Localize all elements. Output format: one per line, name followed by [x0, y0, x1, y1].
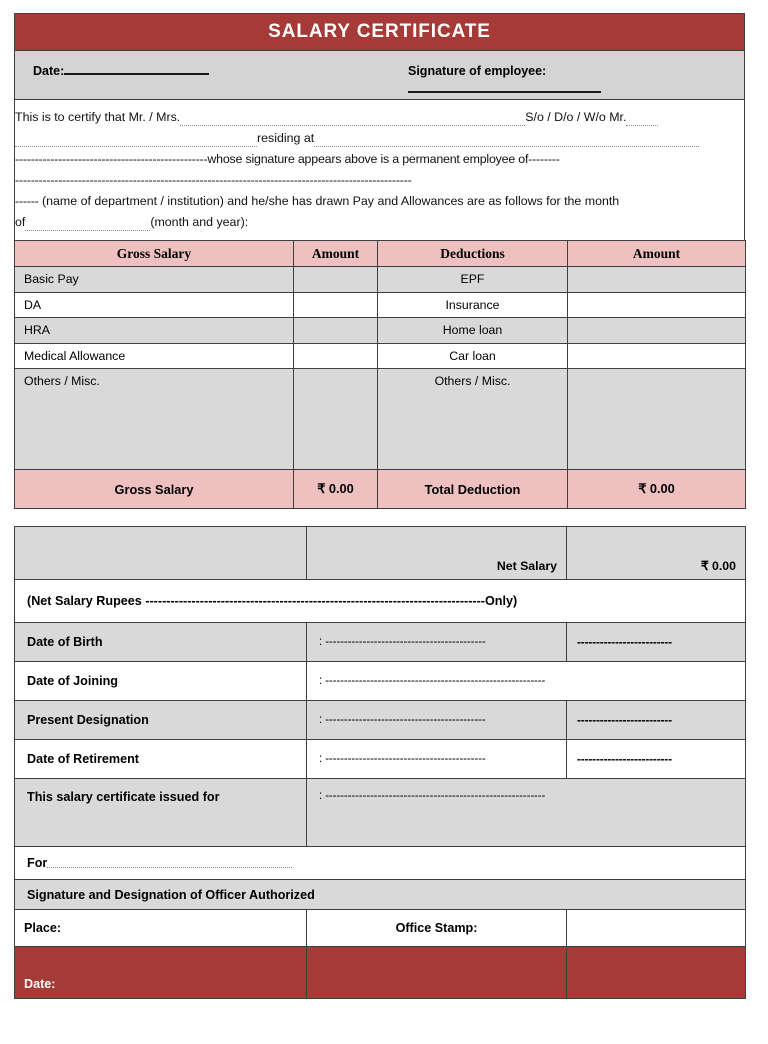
detail-value-certificate-issued-for[interactable]: : -----------------------------------------------------------	[307, 779, 746, 847]
detail-label-date-of-birth: Date of Birth	[15, 623, 307, 662]
gross-item-label: DA	[15, 292, 294, 318]
col-header-deductions: Deductions	[378, 241, 568, 267]
residing-at-text: residing at	[257, 131, 315, 145]
gross-item-label: Basic Pay	[15, 267, 294, 293]
gross-item-label: HRA	[15, 318, 294, 344]
for-label: For	[27, 856, 48, 870]
institution-dash-prefix: ------	[15, 194, 39, 208]
detail-value-date-of-joining[interactable]: : -----------------------------------------------------------	[307, 662, 746, 701]
certification-paragraph	[15, 107, 744, 233]
for-row	[15, 847, 746, 880]
footer-date-row	[15, 947, 746, 999]
gross-item-amount[interactable]	[294, 267, 378, 293]
deduction-item-label: Home loan	[378, 318, 568, 344]
detail-value-date-of-birth[interactable]: : -------------------------------------------	[307, 623, 567, 662]
employee-name-blank[interactable]	[180, 115, 525, 126]
deduction-item-label: Car loan	[378, 343, 568, 369]
detail-value-present-designation[interactable]: : -------------------------------------------	[307, 701, 567, 740]
net-salary-words-row	[15, 580, 746, 623]
table-gap-spacer	[14, 509, 745, 526]
detail-label-certificate-issued-for: This salary certificate issued for	[15, 779, 307, 847]
gross-item-label: Medical Allowance	[15, 343, 294, 369]
net-salary-value: ₹ 0.00	[567, 527, 746, 580]
deduction-item-amount[interactable]	[568, 343, 746, 369]
office-stamp-area[interactable]	[567, 910, 746, 947]
detail-value-date-of-retirement[interactable]: : -------------------------------------------	[307, 740, 567, 779]
table-row	[15, 740, 746, 779]
salary-totals-row	[15, 470, 746, 509]
signature-input-blank[interactable]	[408, 80, 601, 93]
for-cell	[15, 847, 746, 880]
certification-cell	[15, 100, 745, 241]
gross-salary-total-value: ₹ 0.00	[294, 470, 378, 509]
table-row	[15, 267, 746, 293]
gross-item-amount[interactable]	[294, 292, 378, 318]
for-organisation-blank[interactable]	[47, 857, 292, 868]
detail-label-present-designation: Present Designation	[15, 701, 307, 740]
deduction-item-amount[interactable]	[568, 267, 746, 293]
salary-table-header-row	[15, 241, 746, 267]
table-row	[15, 318, 746, 344]
deduction-item-amount[interactable]	[568, 318, 746, 344]
institution-clause-text: (name of department / institution) and he/she has drawn Pay and Allowances are as follows for the month	[42, 194, 620, 208]
footer-date-label[interactable]: Date:	[15, 947, 307, 999]
net-salary-in-words: (Net Salary Rupees ---------------------------------------------------------------------------------Only)	[15, 580, 746, 623]
deduction-item-label: EPF	[378, 267, 568, 293]
detail-extra-date-of-retirement[interactable]: -------------------------	[567, 740, 746, 779]
date-signature-row	[15, 51, 745, 100]
table-row	[15, 701, 746, 740]
table-row	[15, 292, 746, 318]
col-header-gross-amount: Amount	[294, 241, 378, 267]
detail-extra-date-of-birth[interactable]: -------------------------	[567, 623, 746, 662]
col-header-gross-salary: Gross Salary	[15, 241, 294, 267]
relation-text: S/o / D/o / W/o Mr.	[525, 110, 627, 124]
gross-salary-total-label: Gross Salary	[15, 470, 294, 509]
place-stamp-row	[15, 910, 746, 947]
total-deduction-label: Total Deduction	[378, 470, 568, 509]
page-title: SALARY CERTIFICATE	[268, 21, 491, 42]
footer-date-right-cell	[567, 947, 746, 999]
total-deduction-value: ₹ 0.00	[568, 470, 746, 509]
detail-label-date-of-retirement: Date of Retirement	[15, 740, 307, 779]
relation-name-blank[interactable]	[626, 115, 658, 126]
salary-deductions-table	[14, 240, 746, 509]
table-row	[15, 662, 746, 701]
certify-intro-text: This is to certify that Mr. / Mrs.	[15, 110, 181, 124]
relation-name-blank-cont[interactable]	[15, 136, 257, 147]
deduction-item-label: Others / Misc.	[378, 369, 568, 470]
gross-item-amount[interactable]	[294, 318, 378, 344]
month-year-blank[interactable]	[25, 220, 150, 231]
signature-of-employee-label: Signature of employee:	[408, 63, 547, 78]
of-label: of	[15, 215, 26, 229]
month-and-year-label: (month and year):	[150, 215, 249, 229]
date-input-blank[interactable]	[64, 62, 209, 75]
footer-date-mid-cell	[307, 947, 567, 999]
detail-extra-present-designation[interactable]: -------------------------	[567, 701, 746, 740]
deduction-item-amount[interactable]	[568, 369, 746, 470]
place-label[interactable]: Place:	[15, 910, 307, 947]
address-blank[interactable]	[314, 136, 699, 147]
net-salary-spacer-cell	[15, 527, 307, 580]
date-label: Date:	[33, 63, 65, 78]
title-row	[15, 14, 745, 51]
permanent-employee-clause: whose signature appears above is a permanent employee of	[207, 152, 529, 166]
net-salary-details-table	[14, 526, 746, 999]
date-field-group	[33, 62, 408, 80]
signature-designation-label: Signature and Designation of Officer Authorized	[15, 880, 746, 910]
office-stamp-label: Office Stamp:	[307, 910, 567, 947]
signature-field-group	[408, 62, 734, 98]
certification-row	[15, 100, 745, 241]
table-row	[15, 369, 746, 470]
table-row	[15, 779, 746, 847]
certificate-header-table	[14, 13, 745, 241]
employer-dash-fill: --------	[528, 152, 560, 166]
deduction-item-label: Insurance	[378, 292, 568, 318]
signature-designation-row	[15, 880, 746, 910]
net-salary-label: Net Salary	[307, 527, 567, 580]
table-row	[15, 623, 746, 662]
detail-label-date-of-joining: Date of Joining	[15, 662, 307, 701]
net-salary-row	[15, 527, 746, 580]
table-row	[15, 343, 746, 369]
deduction-item-amount[interactable]	[568, 292, 746, 318]
gross-item-label: Others / Misc.	[15, 369, 294, 470]
address-dash-fill: -------------------------------------------------	[15, 152, 208, 166]
title-banner	[15, 14, 745, 51]
gross-item-amount[interactable]	[294, 369, 378, 470]
employer-dash-line: -----------------------------------------------------------------------------------------------------	[15, 173, 412, 187]
col-header-deduction-amount: Amount	[568, 241, 746, 267]
date-signature-cell	[15, 51, 745, 100]
gross-item-amount[interactable]	[294, 343, 378, 369]
